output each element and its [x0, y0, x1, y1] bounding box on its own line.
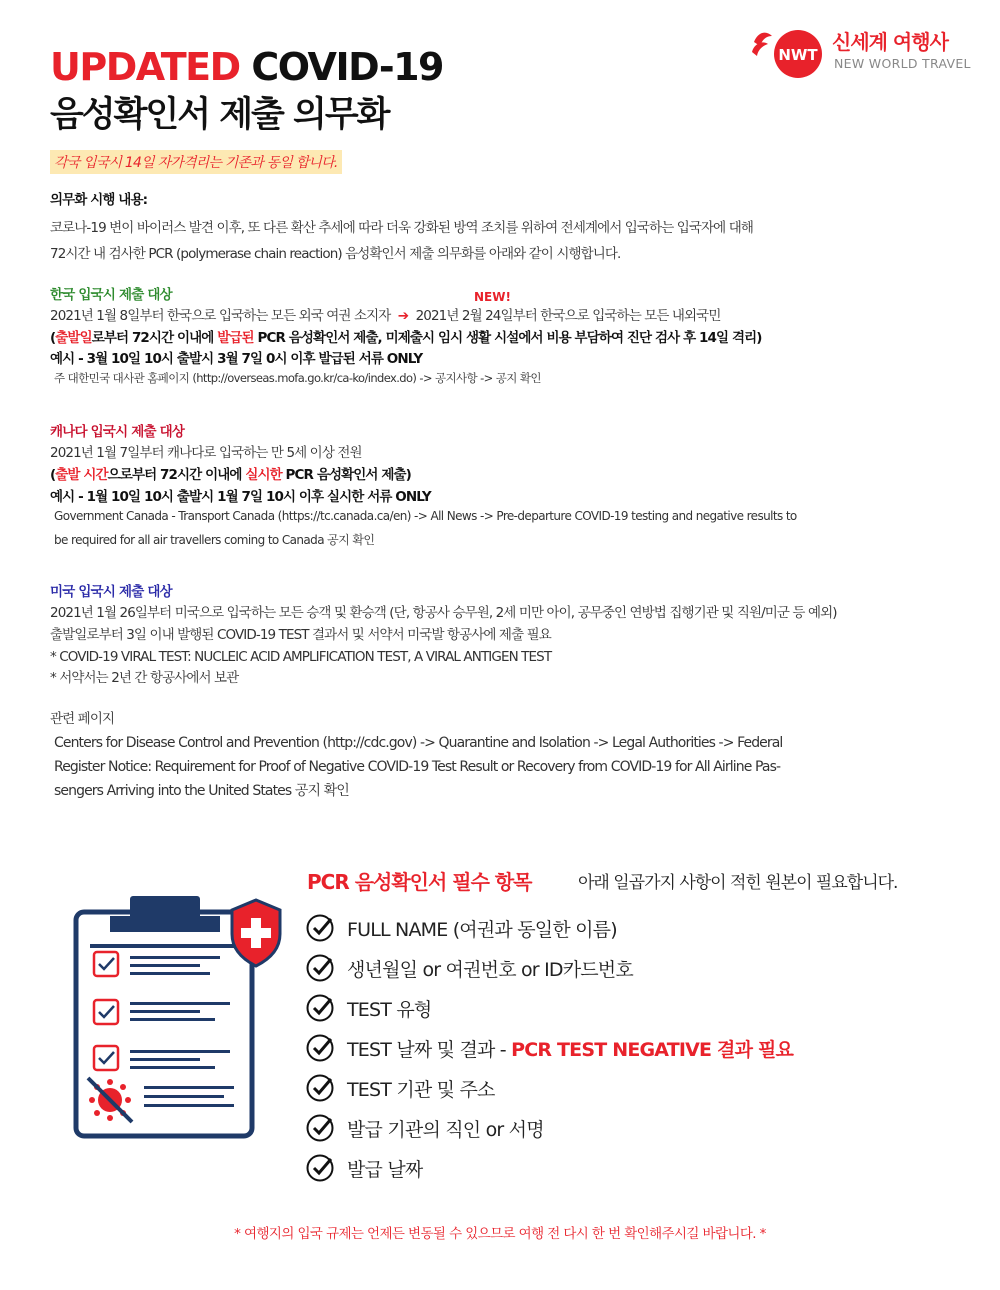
pcr-section-subtitle: 아래 일곱가지 사항이 적힌 원본이 필요합니다. [578, 873, 898, 893]
arrow-icon: ➔ [397, 308, 409, 324]
korea-departure-highlight: 출발일 [55, 330, 92, 346]
korea-line-2: (출발일로부터 72시간 이내에 발급된 PCR 음성확인서 제출, 미제출시 임시 생활 시설에서 비용 부담하여 진단 검사 후 14일 격리) [50, 330, 762, 346]
checklist-item-label: FULL NAME (여권과 동일한 이름) [347, 918, 617, 941]
intro-line-2: 72시간 내 검사한 PCR (polymerase chain reaction) 음성확인서 제출 의무화를 아래와 같이 시행합니다. [50, 246, 621, 262]
intro-line-1: 코로나-19 변이 바이러스 발견 이후, 또 다른 확산 추세에 따라 더욱 강화된 방역 조치를 위하여 전세계에서 입국하는 입국자에 대해 [50, 220, 753, 236]
title-updated: UPDATED [50, 45, 240, 89]
company-logo [748, 22, 978, 82]
checklist-item [305, 992, 431, 1024]
usa-heading: 미국 입국시 제출 대상 [50, 584, 172, 600]
checklist-item [305, 1072, 495, 1104]
korea-line-1-left: 2021년 1월 8일부터 한국으로 입국하는 모든 외국 여권 소지자 [50, 308, 391, 324]
page-subtitle: 음성확인서 제출 의무화 [50, 95, 389, 135]
page-title [50, 44, 443, 90]
check-circle-icon [305, 1073, 335, 1103]
korea-line-1-right: 2021년 2월 24일부터 한국으로 입국하는 모든 내외국민 [415, 308, 721, 324]
related-line-1: Centers for Disease Control and Prevention (http://cdc.gov) -> Quarantine and Isolation -> Legal Authorities -> Federal [54, 735, 783, 751]
logo-badge-text: NWT [778, 46, 818, 64]
checklist-item [305, 1152, 422, 1184]
canada-departure-highlight: 출발 시간 [55, 467, 108, 483]
canada-example: 예시 - 1월 10일 10시 출발시 1월 7일 10시 이후 실시한 서류 ONLY [50, 489, 431, 505]
korea-issued-highlight: 발급된 [217, 330, 254, 346]
check-circle-icon [305, 1113, 335, 1143]
checklist-item-label: 발급 날짜 [347, 1158, 423, 1181]
checklist-item [305, 1032, 793, 1064]
canada-heading: 캐나다 입국시 제출 대상 [50, 424, 185, 440]
canada-note-line-2: be required for all air travellers coming to Canada 공지 확인 [54, 533, 375, 547]
check-circle-icon [305, 1153, 335, 1183]
canada-line-2: (출발 시간으로부터 72시간 이내에 실시한 PCR 음성확인서 제출) [50, 467, 411, 483]
korea-example: 예시 - 3월 10일 10시 출발시 3월 7일 0시 이후 발급된 서류 ONLY [50, 351, 423, 367]
usa-line-4: * 서약서는 2년 간 항공사에서 보관 [50, 670, 239, 686]
usa-line-2: 출발일로부터 3일 이내 발행된 COVID-19 TEST 결과서 및 서약서 미국발 항공사에 제출 필요 [50, 627, 551, 643]
logo-english-name: NEW WORLD TRAVEL [834, 56, 971, 71]
canada-note-line-1: Government Canada - Transport Canada (https://tc.canada.ca/en) -> All News -> Pre-departure COVID-19 testing and negative results to [54, 509, 797, 523]
checklist-item [305, 1112, 544, 1144]
check-circle-icon [305, 993, 335, 1023]
check-circle-icon [305, 953, 335, 983]
nwt-logo-icon [748, 22, 828, 82]
intro-heading: 의무화 시행 내용: [50, 192, 148, 208]
korea-heading: 한국 입국시 제출 대상 [50, 287, 172, 303]
related-line-2: Register Notice: Requirement for Proof of Negative COVID-19 Test Result or Recovery from COVID-19 for All Airline Pas- [54, 759, 781, 775]
usa-line-1: 2021년 1월 26일부터 미국으로 입국하는 모든 승객 및 환승객 (단, 항공사 승무원, 2세 미만 아이, 공무중인 연방법 집행기관 및 직원/미군 등 예외) [50, 605, 837, 621]
title-covid: COVID-19 [251, 45, 443, 89]
negative-requirement-highlight: PCR TEST NEGATIVE 결과 필요 [511, 1038, 794, 1061]
checklist-item [305, 912, 617, 944]
checklist-item-label: TEST 날짜 및 결과 - PCR TEST NEGATIVE 결과 필요 [347, 1038, 794, 1061]
checklist-item-label: 생년월일 or 여권번호 or ID카드번호 [347, 958, 633, 981]
check-circle-icon [305, 913, 335, 943]
checklist-item-label: 발급 기관의 직인 or 서명 [347, 1118, 544, 1141]
canada-line-1: 2021년 1월 7일부터 캐나다로 입국하는 만 5세 이상 전원 [50, 445, 362, 461]
quarantine-notice: 각국 입국시 14일 자가격리는 기존과 동일 합니다. [50, 150, 342, 174]
korea-line-1 [50, 304, 720, 328]
canada-conducted-highlight: 실시한 [245, 467, 282, 483]
new-badge: NEW! [474, 290, 511, 304]
checklist-item-label: TEST 기관 및 주소 [347, 1078, 495, 1101]
related-heading: 관련 페이지 [50, 711, 115, 727]
usa-line-3: * COVID-19 VIRAL TEST: NUCLEIC ACID AMPLIFICATION TEST, A VIRAL ANTIGEN TEST [50, 649, 552, 665]
clipboard-illustration [70, 890, 290, 1150]
korea-embassy-note: 주 대한민국 대사관 홈페이지 (http://overseas.mofa.go.kr/ca-ko/index.do) -> 공지사항 -> 공지 확인 [54, 371, 541, 385]
checklist-item [305, 952, 633, 984]
logo-korean-name: 신세계 여행사 [832, 30, 948, 54]
footer-disclaimer: * 여행지의 입국 규제는 언제든 변동될 수 있으므로 여행 전 다시 한 번 확인해주시길 바랍니다. * [234, 1226, 766, 1242]
pcr-section-title: PCR 음성확인서 필수 항목 [307, 870, 532, 894]
check-circle-icon [305, 1033, 335, 1063]
related-line-3: sengers Arriving into the United States 공지 확인 [54, 783, 349, 799]
checklist-item-label: TEST 유형 [347, 998, 432, 1021]
